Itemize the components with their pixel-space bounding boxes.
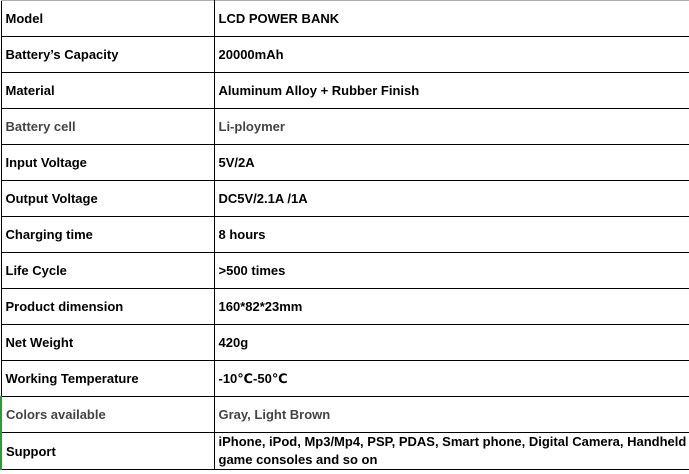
row-value: 20000mAh [214,37,689,73]
row-label: Net Weight [1,325,214,361]
table-row-net-weight [1,325,689,361]
row-label: Output Voltage [1,181,214,217]
row-value: 420g [214,325,689,361]
table-row-charging-time [1,217,689,253]
table-row-input-voltage [1,145,689,181]
row-label: Colors available [1,397,214,433]
table-row-support [1,433,689,470]
row-value: -10℃-50℃ [214,361,689,397]
row-label: Material [1,73,214,109]
row-value: Gray, Light Brown [214,397,689,433]
row-value: LCD POWER BANK [214,1,689,37]
row-label: Input Voltage [1,145,214,181]
row-label: Charging time [1,217,214,253]
row-value: 5V/2A [214,145,689,181]
row-label: Battery’s Capacity [1,37,214,73]
row-label: Working Temperature [1,361,214,397]
table-row-model [1,1,689,37]
row-value: iPhone, iPod, Mp3/Mp4, PSP, PDAS, Smart phone, Digital Camera, Handheld game consoles and so on [214,433,689,470]
row-value: >500 times [214,253,689,289]
row-value: Aluminum Alloy + Rubber Finish [214,73,689,109]
table-row-life-cycle [1,253,689,289]
row-label: Life Cycle [1,253,214,289]
table-row-working-temperature [1,361,689,397]
row-value: DC5V/2.1A /1A [214,181,689,217]
row-label: Model [1,1,214,37]
row-value: 160*82*23mm [214,289,689,325]
table-row-colors [1,397,689,433]
row-label: Battery cell [1,109,214,145]
table-row-capacity [1,37,689,73]
row-value: 8 hours [214,217,689,253]
row-label: Product dimension [1,289,214,325]
table-row-output-voltage [1,181,689,217]
table-row-material [1,73,689,109]
table-row-battery-cell [1,109,689,145]
table-row-dimension [1,289,689,325]
row-label: Support [1,433,214,470]
row-value: Li-ploymer [214,109,689,145]
